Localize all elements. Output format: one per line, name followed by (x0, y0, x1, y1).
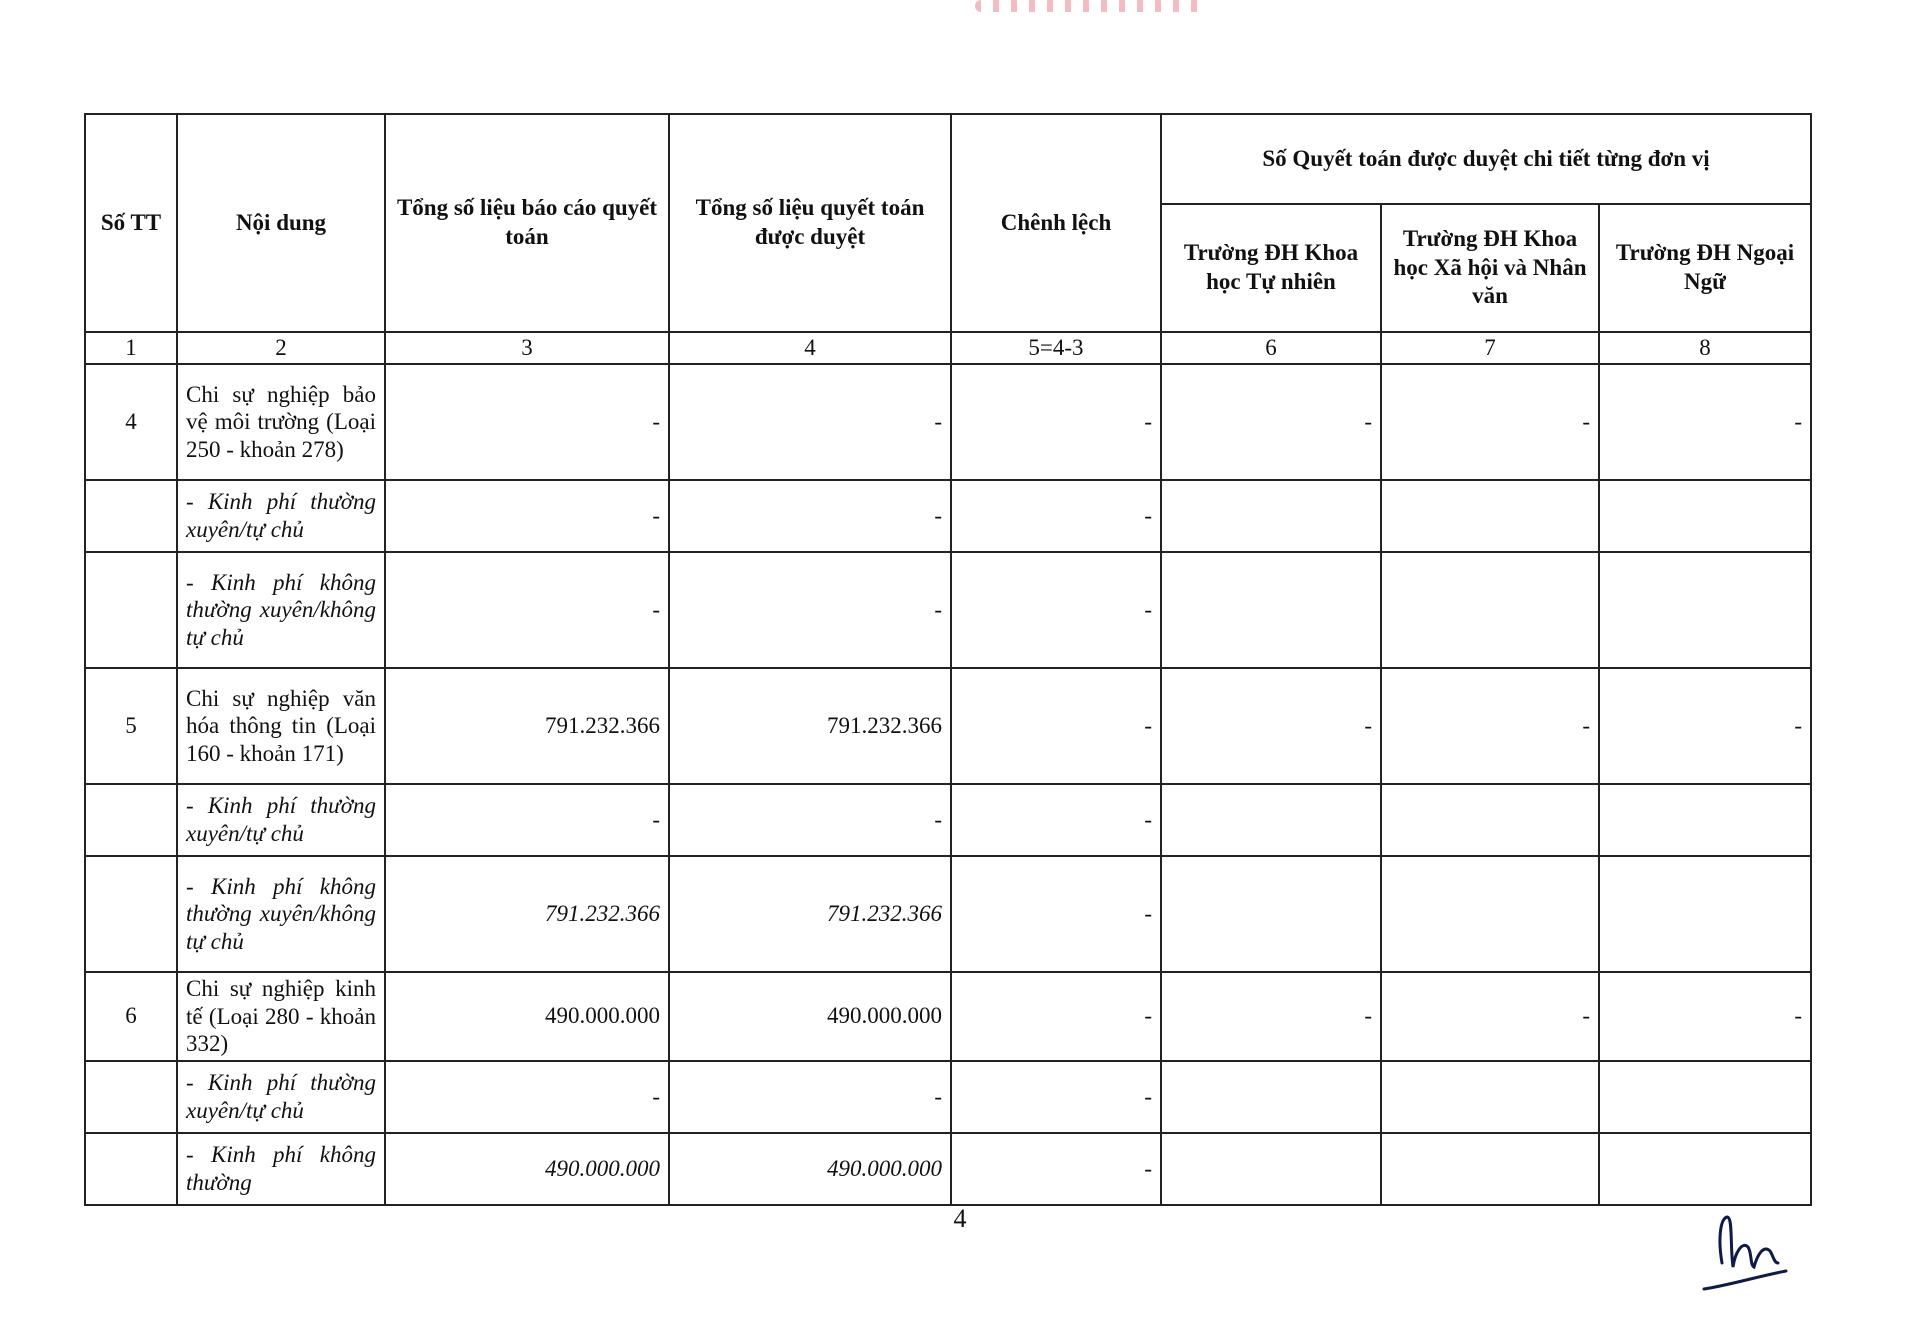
column-index: 4 (669, 332, 951, 364)
row-unit-3 (1599, 1133, 1811, 1205)
row-approved-total: - (669, 552, 951, 668)
table-row (85, 552, 1811, 668)
row-unit-1 (1161, 1061, 1381, 1133)
row-approved-total: 791.232.366 (669, 856, 951, 972)
row-unit-2 (1381, 784, 1599, 856)
row-stt: 4 (85, 364, 177, 480)
row-difference: - (951, 1061, 1161, 1133)
row-unit-3 (1599, 480, 1811, 552)
row-unit-3 (1599, 784, 1811, 856)
row-reported-total: 791.232.366 (385, 856, 669, 972)
stamp-mark-icon (975, 0, 1205, 12)
row-content: - Kinh phí không thường (177, 1133, 385, 1205)
row-content: - Kinh phí thường xuyên/tự chủ (177, 1061, 385, 1133)
row-unit-1: - (1161, 668, 1381, 784)
header-detail-group: Số Quyết toán được duyệt chi tiết từng đơn vị (1161, 114, 1811, 204)
table-row (85, 972, 1811, 1061)
row-unit-2 (1381, 1133, 1599, 1205)
row-content: - Kinh phí thường xuyên/tự chủ (177, 784, 385, 856)
row-approved-total: - (669, 364, 951, 480)
row-stt (85, 1133, 177, 1205)
row-unit-1 (1161, 1133, 1381, 1205)
row-reported-total: 490.000.000 (385, 1133, 669, 1205)
column-index: 7 (1381, 332, 1599, 364)
row-unit-2 (1381, 552, 1599, 668)
header-approved-total: Tổng số liệu quyết toán được duyệt (669, 114, 951, 332)
row-reported-total: - (385, 784, 669, 856)
header-difference: Chênh lệch (951, 114, 1161, 332)
header-stt: Số TT (85, 114, 177, 332)
row-difference: - (951, 480, 1161, 552)
column-index-row (85, 332, 1811, 364)
row-approved-total: - (669, 784, 951, 856)
row-approved-total: - (669, 480, 951, 552)
row-unit-3: - (1599, 668, 1811, 784)
row-unit-2 (1381, 856, 1599, 972)
table-row (85, 784, 1811, 856)
row-approved-total: 490.000.000 (669, 972, 951, 1061)
table-row (85, 668, 1811, 784)
row-stt: 6 (85, 972, 177, 1061)
row-stt (85, 552, 177, 668)
row-approved-total: 490.000.000 (669, 1133, 951, 1205)
row-stt: 5 (85, 668, 177, 784)
row-reported-total: - (385, 1061, 669, 1133)
row-content: Chi sự nghiệp kinh tế (Loại 280 - khoản 332) (177, 972, 385, 1061)
row-unit-2: - (1381, 668, 1599, 784)
row-unit-1: - (1161, 972, 1381, 1061)
header-unit-2: Trường ĐH Khoa học Xã hội và Nhân văn (1381, 204, 1599, 332)
row-unit-1 (1161, 552, 1381, 668)
column-index: 3 (385, 332, 669, 364)
row-difference: - (951, 1133, 1161, 1205)
row-difference: - (951, 364, 1161, 480)
row-unit-2 (1381, 480, 1599, 552)
table-row (85, 856, 1811, 972)
row-difference: - (951, 668, 1161, 784)
row-unit-3 (1599, 856, 1811, 972)
row-unit-1 (1161, 784, 1381, 856)
row-difference: - (951, 784, 1161, 856)
column-index: 5=4-3 (951, 332, 1161, 364)
row-unit-2 (1381, 1061, 1599, 1133)
column-index: 6 (1161, 332, 1381, 364)
row-difference: - (951, 972, 1161, 1061)
row-difference: - (951, 552, 1161, 668)
row-unit-2: - (1381, 972, 1599, 1061)
column-index: 1 (85, 332, 177, 364)
settlement-table (84, 113, 1812, 1206)
row-content: Chi sự nghiệp văn hóa thông tin (Loại 160 - khoản 171) (177, 668, 385, 784)
header-unit-1: Trường ĐH Khoa học Tự nhiên (1161, 204, 1381, 332)
row-reported-total: 791.232.366 (385, 668, 669, 784)
row-unit-1 (1161, 856, 1381, 972)
row-stt (85, 784, 177, 856)
row-unit-1: - (1161, 364, 1381, 480)
table-row (85, 1133, 1811, 1205)
signature-icon (1700, 1205, 1800, 1295)
row-reported-total: - (385, 480, 669, 552)
row-reported-total: - (385, 364, 669, 480)
row-unit-3: - (1599, 364, 1811, 480)
page-number: 4 (953, 1204, 967, 1233)
table-row (85, 480, 1811, 552)
column-index: 2 (177, 332, 385, 364)
row-approved-total: - (669, 1061, 951, 1133)
row-content: Chi sự nghiệp bảo vệ môi trường (Loại 250 - khoản 278) (177, 364, 385, 480)
row-difference: - (951, 856, 1161, 972)
row-stt (85, 480, 177, 552)
row-unit-1 (1161, 480, 1381, 552)
row-unit-3 (1599, 1061, 1811, 1133)
row-stt (85, 1061, 177, 1133)
row-unit-3 (1599, 552, 1811, 668)
row-content: - Kinh phí thường xuyên/tự chủ (177, 480, 385, 552)
header-reported-total: Tổng số liệu báo cáo quyết toán (385, 114, 669, 332)
column-index: 8 (1599, 332, 1811, 364)
row-stt (85, 856, 177, 972)
row-content: - Kinh phí không thường xuyên/không tự chủ (177, 552, 385, 668)
row-content: - Kinh phí không thường xuyên/không tự chủ (177, 856, 385, 972)
row-reported-total: - (385, 552, 669, 668)
row-unit-3: - (1599, 972, 1811, 1061)
table-row (85, 364, 1811, 480)
row-reported-total: 490.000.000 (385, 972, 669, 1061)
table-row (85, 1061, 1811, 1133)
row-unit-2: - (1381, 364, 1599, 480)
header-unit-3: Trường ĐH Ngoại Ngữ (1599, 204, 1811, 332)
header-content: Nội dung (177, 114, 385, 332)
row-approved-total: 791.232.366 (669, 668, 951, 784)
